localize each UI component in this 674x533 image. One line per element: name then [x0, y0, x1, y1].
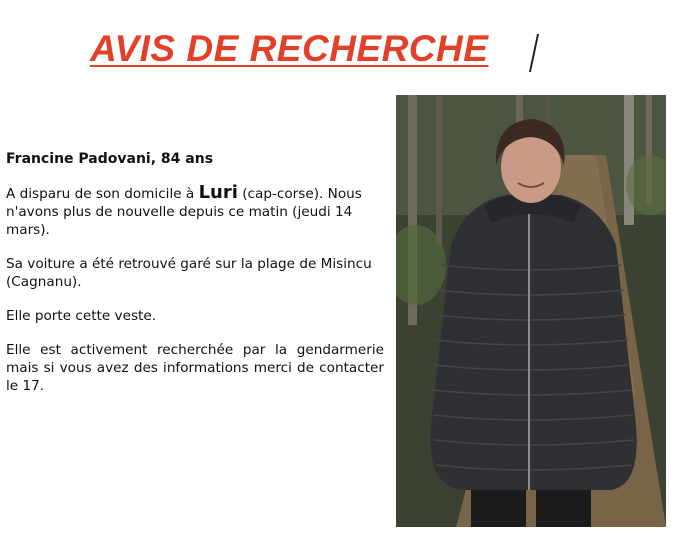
person-name-age: Francine Padovani, 84 ans	[6, 151, 214, 167]
car-paragraph: Sa voiture a été retrouvé garé sur la plage de Misincu (Cagnanu).	[6, 256, 372, 290]
title-slash-mark	[529, 34, 539, 72]
disappearance-text-end: (cap-corse). Nous n'avons plus de nouvelle depuis ce matin (jeudi 14 mars).	[6, 186, 362, 238]
notice-title: AVIS DE RECHERCHE	[90, 28, 489, 69]
disappearance-paragraph	[6, 184, 384, 239]
place-name: Luri	[198, 182, 238, 203]
contact-paragraph: Elle est activement recherchée par la gendarmerie mais si vous avez des informations merci de contacter le 17.	[6, 342, 384, 394]
disappearance-text-start: A disparu de son domicile à	[6, 186, 199, 202]
missing-person-photo	[396, 95, 666, 527]
jacket-paragraph: Elle porte cette veste.	[6, 308, 157, 324]
notice-text	[6, 150, 384, 411]
